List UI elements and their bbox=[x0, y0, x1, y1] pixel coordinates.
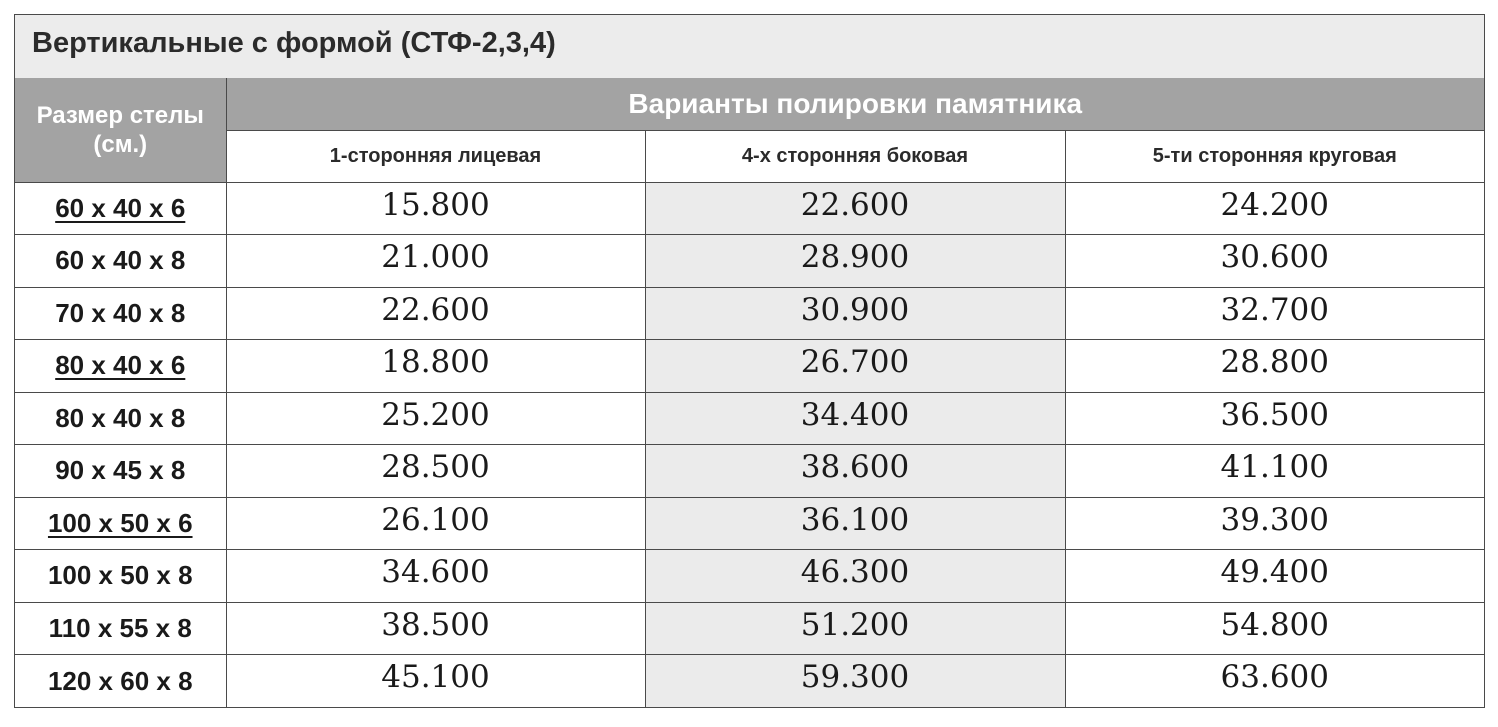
stele-size-cell bbox=[15, 445, 226, 498]
size-header-line1: Размер стелы bbox=[36, 101, 204, 129]
price-side-cell: 38.600 bbox=[645, 445, 1065, 498]
column-header-row bbox=[15, 130, 1484, 182]
price-round-cell: 41.100 bbox=[1065, 445, 1484, 498]
stele-size-cell bbox=[15, 235, 226, 288]
price-side-cell: 30.900 bbox=[645, 287, 1065, 340]
price-front-cell: 18.800 bbox=[226, 340, 645, 393]
stele-size-label: 100 х 50 х 8 bbox=[47, 560, 193, 591]
table-row bbox=[15, 655, 1484, 708]
stele-size-cell bbox=[15, 602, 226, 655]
column-header-round: 5-ти сторонняя круговая bbox=[1065, 130, 1484, 182]
stele-size-cell bbox=[15, 655, 226, 708]
price-front-cell: 21.000 bbox=[226, 235, 645, 288]
stele-size-cell bbox=[15, 497, 226, 550]
table-row bbox=[15, 287, 1484, 340]
page-title: Вертикальные с формой (СТФ-2,3,4) bbox=[32, 27, 556, 59]
price-front-cell: 34.600 bbox=[226, 550, 645, 603]
price-round-cell: 32.700 bbox=[1065, 287, 1484, 340]
price-round-cell: 36.500 bbox=[1065, 392, 1484, 445]
price-front-cell: 26.100 bbox=[226, 497, 645, 550]
stele-size-label: 70 х 40 х 8 bbox=[55, 297, 186, 328]
price-front-cell: 38.500 bbox=[226, 602, 645, 655]
price-round-cell: 49.400 bbox=[1065, 550, 1484, 603]
table-row bbox=[15, 182, 1484, 235]
stele-size-label: 100 х 50 х 6 bbox=[47, 507, 193, 538]
price-front-cell: 28.500 bbox=[226, 445, 645, 498]
stele-size-cell bbox=[15, 340, 226, 393]
price-round-cell: 63.600 bbox=[1065, 655, 1484, 708]
price-side-cell: 34.400 bbox=[645, 392, 1065, 445]
stele-size-cell bbox=[15, 550, 226, 603]
price-front-cell: 45.100 bbox=[226, 655, 645, 708]
price-side-cell: 28.900 bbox=[645, 235, 1065, 288]
price-side-cell: 26.700 bbox=[645, 340, 1065, 393]
table-row bbox=[15, 445, 1484, 498]
stele-size-label: 80 х 40 х 6 bbox=[55, 350, 186, 381]
price-front-cell: 22.600 bbox=[226, 287, 645, 340]
price-table bbox=[15, 78, 1484, 707]
title-bar bbox=[15, 15, 1484, 79]
price-side-cell: 46.300 bbox=[645, 550, 1065, 603]
price-table-body bbox=[15, 182, 1484, 707]
price-table-frame bbox=[14, 14, 1485, 708]
table-row bbox=[15, 392, 1484, 445]
table-row bbox=[15, 497, 1484, 550]
price-side-cell: 22.600 bbox=[645, 182, 1065, 235]
stele-size-cell bbox=[15, 392, 226, 445]
stele-size-label: 80 х 40 х 8 bbox=[55, 402, 186, 433]
price-round-cell: 54.800 bbox=[1065, 602, 1484, 655]
table-row bbox=[15, 550, 1484, 603]
price-side-cell: 59.300 bbox=[645, 655, 1065, 708]
price-side-cell: 51.200 bbox=[645, 602, 1065, 655]
group-header-row bbox=[15, 78, 1484, 130]
polishing-variants-header: Варианты полировки памятника bbox=[226, 78, 1484, 130]
column-header-side: 4-х сторонняя боковая bbox=[645, 130, 1065, 182]
stele-size-cell bbox=[15, 182, 226, 235]
column-header-front: 1-сторонняя лицевая bbox=[226, 130, 645, 182]
price-round-cell: 24.200 bbox=[1065, 182, 1484, 235]
price-front-cell: 15.800 bbox=[226, 182, 645, 235]
price-front-cell: 25.200 bbox=[226, 392, 645, 445]
stele-size-cell bbox=[15, 287, 226, 340]
size-header-line2: (см.) bbox=[93, 130, 148, 158]
size-column-header bbox=[15, 78, 226, 182]
price-round-cell: 30.600 bbox=[1065, 235, 1484, 288]
stele-size-label: 110 х 55 х 8 bbox=[48, 612, 192, 643]
table-row bbox=[15, 340, 1484, 393]
table-row bbox=[15, 602, 1484, 655]
table-row bbox=[15, 235, 1484, 288]
stele-size-label: 90 х 45 х 8 bbox=[55, 455, 186, 486]
price-round-cell: 39.300 bbox=[1065, 497, 1484, 550]
price-round-cell: 28.800 bbox=[1065, 340, 1484, 393]
stele-size-label: 120 х 60 х 8 bbox=[47, 665, 193, 696]
stele-size-label: 60 х 40 х 8 bbox=[55, 245, 186, 276]
stele-size-label: 60 х 40 х 6 bbox=[55, 192, 186, 223]
price-side-cell: 36.100 bbox=[645, 497, 1065, 550]
